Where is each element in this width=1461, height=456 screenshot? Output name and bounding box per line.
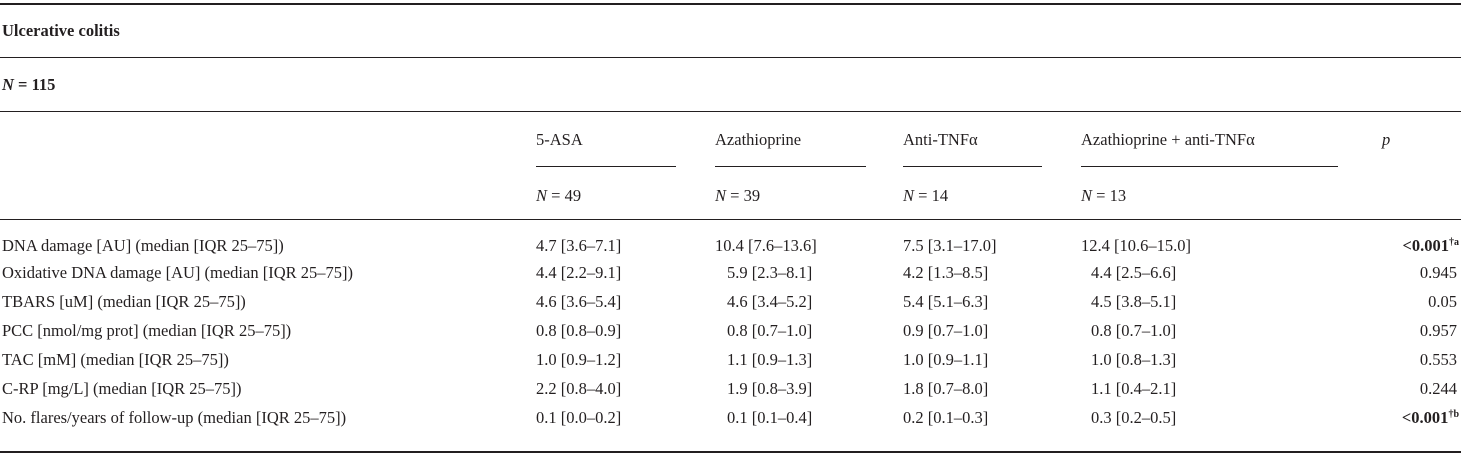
p-value-cell [1420,323,1457,340]
table-cell: 4.5 [3.8–5.1] [1091,292,1177,311]
total-n-value: = 115 [13,75,56,94]
p-value-cell [1420,265,1457,282]
row-label: PCC [nmol/mg prot] (median [IQR 25–75]) [2,321,292,340]
table-cell: 5.9 [2.3–8.1] [727,263,813,282]
p-value: 0.945 [1419,263,1457,282]
row-label: TBARS [uM] (median [IQR 25–75]) [2,292,246,311]
n-value: = 39 [726,186,761,205]
footnote-marker: †b [1448,409,1459,420]
row-label: No. flares/years of follow-up (median [IQR 25–75]) [2,408,347,427]
table-cell: 1.9 [0.8–3.9] [727,379,813,398]
table-cell: 1.8 [0.7–8.0] [903,379,989,398]
column-n-anti-tnf [903,188,948,205]
p-value: 0.553 [1419,350,1457,369]
table-cell: 0.3 [0.2–0.5] [1091,408,1177,427]
column-subrule [903,166,1042,167]
table-rule [0,111,1461,112]
table-cell: 0.8 [0.7–1.0] [1091,321,1177,340]
table-title: Ulcerative colitis [2,21,120,40]
p-value-cell [1402,238,1459,255]
table-bottom-rule [0,451,1461,453]
table-cell: 5.4 [5.1–6.3] [903,292,989,311]
p-value-cell [1402,410,1459,427]
footnote-marker: †a [1449,237,1459,248]
column-n-5-asa [536,188,581,205]
n-value: = 49 [547,186,582,205]
p-value: 0.05 [1428,292,1457,311]
p-value-cell [1420,381,1457,398]
table-cell: 0.1 [0.1–0.4] [727,408,813,427]
table-top-rule [0,3,1461,5]
row-label: DNA damage [AU] (median [IQR 25–75]) [2,236,284,255]
table-cell: 4.2 [1.3–8.5] [903,263,989,282]
column-header-azathioprine: Azathioprine [715,130,802,149]
table-header-rule [0,219,1461,220]
column-subrule [715,166,866,167]
row-label: TAC [mM] (median [IQR 25–75]) [2,350,229,369]
table-cell: 4.6 [3.6–5.4] [536,292,622,311]
column-header-anti-tnf: Anti-TNFα [903,130,978,149]
table-cell: 0.8 [0.8–0.9] [536,321,622,340]
p-value-cell [1420,352,1457,369]
table-cell: 0.2 [0.1–0.3] [903,408,989,427]
table-cell: 0.9 [0.7–1.0] [903,321,989,340]
total-n [2,77,55,94]
table-cell: 1.0 [0.8–1.3] [1091,350,1177,369]
p-value: 0.244 [1419,379,1457,398]
column-subrule [536,166,676,167]
n-label: N [1081,186,1093,205]
table-cell: 4.4 [2.5–6.6] [1091,263,1177,282]
p-value: 0.957 [1419,321,1457,340]
table-cell: 1.0 [0.9–1.2] [536,350,622,369]
table-cell: 4.4 [2.2–9.1] [536,263,622,282]
p-value: <0.001 [1402,236,1449,255]
table-cell: 7.5 [3.1–17.0] [903,236,997,255]
p-value-cell [1428,294,1457,311]
table-cell: 0.1 [0.0–0.2] [536,408,622,427]
column-header-5-asa: 5-ASA [536,130,583,149]
column-n-azathioprine [715,188,760,205]
n-label: N [903,186,915,205]
column-header-azathioprine-anti-tnf: Azathioprine + anti-TNFα [1081,130,1255,149]
table-cell: 4.7 [3.6–7.1] [536,236,622,255]
column-header-p-value: p [1382,130,1391,149]
row-label: Oxidative DNA damage [AU] (median [IQR 25–75]) [2,263,353,282]
table-cell: 2.2 [0.8–4.0] [536,379,622,398]
table-cell: 1.1 [0.4–2.1] [1091,379,1177,398]
table-rule [0,57,1461,58]
p-value: <0.001 [1401,408,1449,427]
table-cell: 12.4 [10.6–15.0] [1081,236,1191,255]
n-label: N [715,186,727,205]
total-n-label: N [2,75,14,94]
n-value: = 13 [1092,186,1127,205]
table-cell: 10.4 [7.6–13.6] [715,236,817,255]
column-subrule [1081,166,1338,167]
column-n-azathioprine-anti-tnf [1081,188,1126,205]
table-cell: 0.8 [0.7–1.0] [727,321,813,340]
n-value: = 14 [914,186,949,205]
n-label: N [536,186,548,205]
row-label: C-RP [mg/L] (median [IQR 25–75]) [2,379,242,398]
table-cell: 4.6 [3.4–5.2] [727,292,813,311]
table-cell: 1.0 [0.9–1.1] [903,350,989,369]
table-cell: 1.1 [0.9–1.3] [727,350,813,369]
